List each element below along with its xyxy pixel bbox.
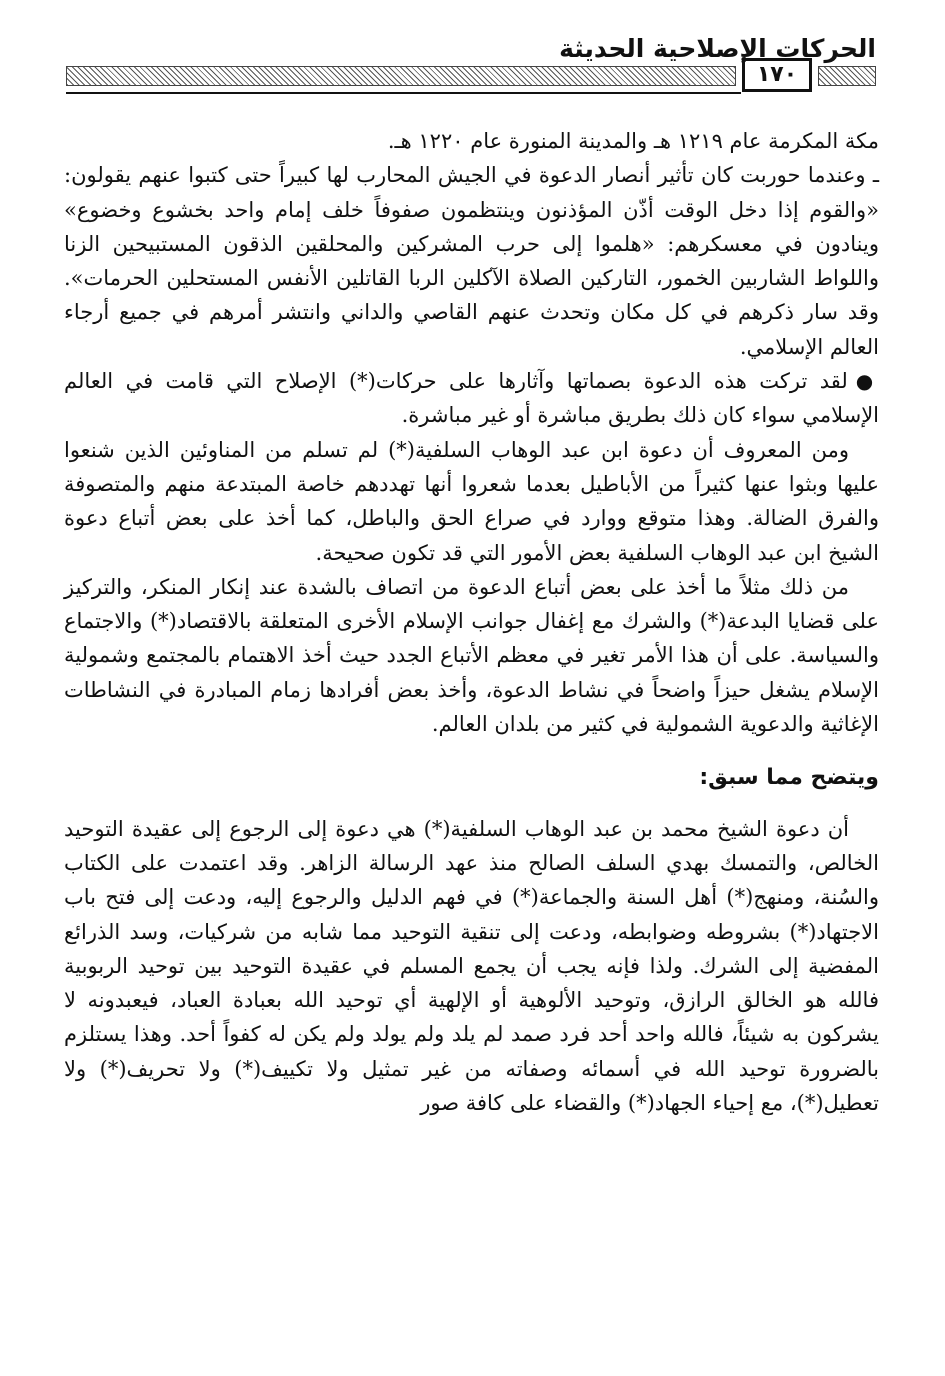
- page-number: ١٧٠: [742, 58, 812, 92]
- header-hatched-band-right: [818, 66, 876, 86]
- page-body: [64, 124, 879, 1120]
- section-heading: ويتضح مما سبق:: [699, 765, 879, 791]
- section-paragraph: أن دعوة الشيخ محمد بن عبد الوهاب السلفية(*) هي دعوة إلى الرجوع إلى عقيدة التوحيد الخالص، والتمسك بهدي السلف الصالح منذ عهد الرسالة الزاهر. وقد اعتمدت على الكتاب والسُنة، ومنهج(*) أهل السنة والجماعة(*) في فهم الدليل والرجوع إليه، ودعت إلى فتح باب الاجتهاد(*) بشروطه وضوابطه، ودعت إلى تنقية التوحيد مما شابه من شركيات، وسد الذرائع المفضية إلى الشرك. ولذا فإنه يجب أن يجمع المسلم في عقيدة التوحيد بين توحيد الربوبية فالله هو الخالق الرازق، وتوحيد الألوهية أو الإلهية أي توحيد الله بعبادة العباد، فيعبدونه لا يشركون به شيئاً، فالله واحد أحد فرد صمد لم يلد ولم يولد ولم يكن له كفواً أحد. وهذا يستلزم بالضرورة توحيد الله في أسمائه وصفاته من غير تمثيل ولا تكييف(*) ولا تحريف(*) ولا تعطيل(*)، مع إحياء الجهاد(*) والقضاء على كافة صور: [64, 816, 879, 1116]
- paragraph-1: مكة المكرمة عام ١٢١٩ هـ والمدينة المنورة عام ١٢٢٠ هـ.: [387, 129, 879, 153]
- paragraph-2: ـ وعندما حوربت كان تأثير أنصار الدعوة في الجيش المحارب لها كبيراً حتى كتبوا عنهم يقولون: «والقوم إذا دخل الوقت أذّن المؤذنون وينتظمون صفوفاً خلف إمام واحد بخشوع وخضوع» وينادون في معسكرهم: «هلموا إلى حرب المشركين والمحلقين الذقون المستبيحين الزنا واللواط الشاربين الخمور، التاركين الصلاة الآكلين الربا القاتلين الأنفس المستحلين الحرمات». وقد سار ذكرهم في كل مكان وتحدث عنهم القاصي والداني وانتشر أمرهم في جميع أرجاء العالم الإسلامي.: [64, 163, 879, 359]
- header-hatched-band: [66, 66, 736, 86]
- header-rule: [66, 92, 741, 94]
- paragraph-5: من ذلك مثلاً ما أخذ على بعض أتباع الدعوة من اتصاف بالشدة عند إنكار المنكر، والتركيز على قضايا البدعة(*) والشرك مع إغفال جوانب الإسلام الأخرى المتعلقة بالاقتصاد(*) والاجتماع والسياسة. على أن هذا الأمر تغير في معظم الأتباع الجدد حيث أخذ الاهتمام بالمجتمع وشمولية الإسلام يشغل حيزاً واضحاً في نشاط الدعوة، وأخذ بعض أفرادها زمام المبادرة في النشاطات الإغاثية والدعوية الشمولية في كثير من بلدان العالم.: [64, 574, 879, 737]
- paragraph-3-bullet: [64, 364, 879, 433]
- paragraph-4: ومن المعروف أن دعوة ابن عبد الوهاب السلفية(*) لم تسلم من المناوئين الذين شنعوا عليها وبثوا عنها كثيراً من الأباطيل بعدما شعروا أنها تهددهم خاصة المبتدعة منهم والمتصوفة والفرق الضالة. وهذا متوقع ووارد في صراع الحق والباطل، كما أخذ على بعض أتباع دعوة الشيخ ابن عبد الوهاب السلفية بعض الأمور التي قد تكون صحيحة.: [64, 437, 879, 565]
- page-header: [66, 28, 876, 96]
- bullet-icon: ●: [855, 369, 879, 394]
- running-title: الحركات الإصلاحية الحديثة: [559, 34, 876, 63]
- paragraph-3-text: لقد تركت هذه الدعوة بصماتها وآثارها على حركات(*) الإصلاح التي قامت في العالم الإسلامي سواء كان ذلك بطريق مباشرة أو غير مباشرة.: [64, 369, 879, 428]
